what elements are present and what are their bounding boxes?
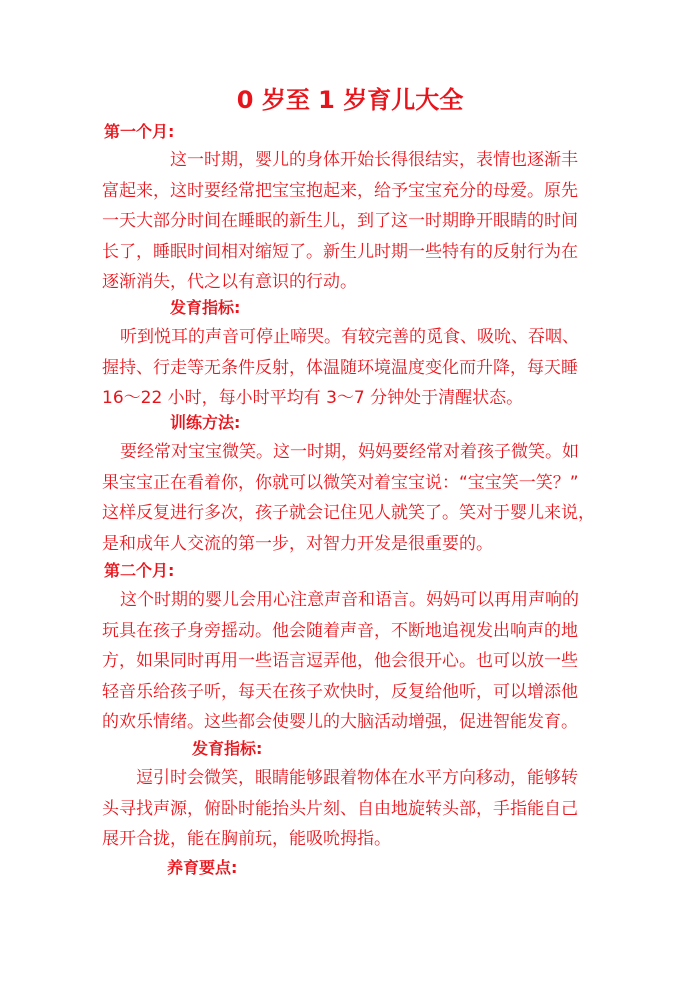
text-line: 展开合拢，能在胸前玩，能吸吮拇指。 [102,829,391,849]
text-line: 果宝宝正在看着你，你就可以微笑对着宝宝说：“宝宝笑一笑？” [102,472,579,493]
text-line: 是和成年人交流的第一步，对智力开发是很重要的。 [102,533,493,554]
text-line: 方，如果同时再用一些语言逗弄他，他会很开心。也可以放一些 [102,651,578,671]
text-line: 这一时期，婴儿的身体开始长得很结实，表情也逐渐丰 [170,150,578,170]
month2-heading: 第二个月: [104,561,175,580]
text-line: 富起来，这时要经常把宝宝抱起来，给予宝宝充分的母爱。原先 [102,180,578,201]
text-line: 要经常对宝宝微笑。这一时期，妈妈要经常对着孩子微笑。如 [120,442,579,462]
text-line: 这个时期的婴儿会用心注意声音和语言。妈妈可以再用声响的 [120,590,579,610]
document-title: 0 岁至 1 岁育儿大全 [236,86,464,114]
month1-development-heading: 发育指标: [170,298,241,317]
month1-development-paragraph [102,322,602,414]
text-line: 这样反复进行多次，孩子就会记住见人就笑了。笑对于婴儿来说， [102,503,595,523]
text-line: 握持、行走等无条件反射，体温随环境温度变化而升降，每天睡 [102,357,578,378]
month2-intro-paragraph [102,585,602,738]
text-line: 头寻找声源，俯卧时能抬头片刻、自由地旋转头部，手指能自己 [102,798,578,819]
text-line: 16～22 小时，每小时平均有 3～7 分钟处于清醒状态。 [102,388,524,408]
text-line: 的欢乐情绪。这些都会使婴儿的大脑活动增强，促进智能发育。 [102,712,578,732]
month2-development-paragraph [102,763,602,855]
month1-training-heading: 训练方法: [170,413,241,432]
text-line: 逐渐消失，代之以有意识的行动。 [102,272,357,292]
text-line: 玩具在孩子身旁摇动。他会随着声音，不断地追视发出响声的地 [102,620,578,641]
month1-training-paragraph [102,437,602,559]
text-line: 轻音乐给孩子听，每天在孩子欢快时，反复给他听，可以增添他 [102,681,578,702]
month2-development-heading: 发育指标: [192,739,263,758]
text-line: 听到悦耳的声音可停止啼哭。有较完善的觅食、吸吮、吞咽、 [120,327,579,347]
text-line: 长了，睡眠时间相对缩短了。新生儿时期一些特有的反射行为在 [102,241,578,262]
text-line: 逗引时会微笑，眼睛能够跟着物体在水平方向移动，能够转 [136,768,578,788]
month1-intro-paragraph [102,145,602,298]
month1-heading: 第一个月: [104,122,175,141]
month2-care-heading: 养育要点: [167,858,238,877]
text-line: 一天大部分时间在睡眠的新生儿，到了这一时期睁开眼睛的时间 [102,211,578,231]
